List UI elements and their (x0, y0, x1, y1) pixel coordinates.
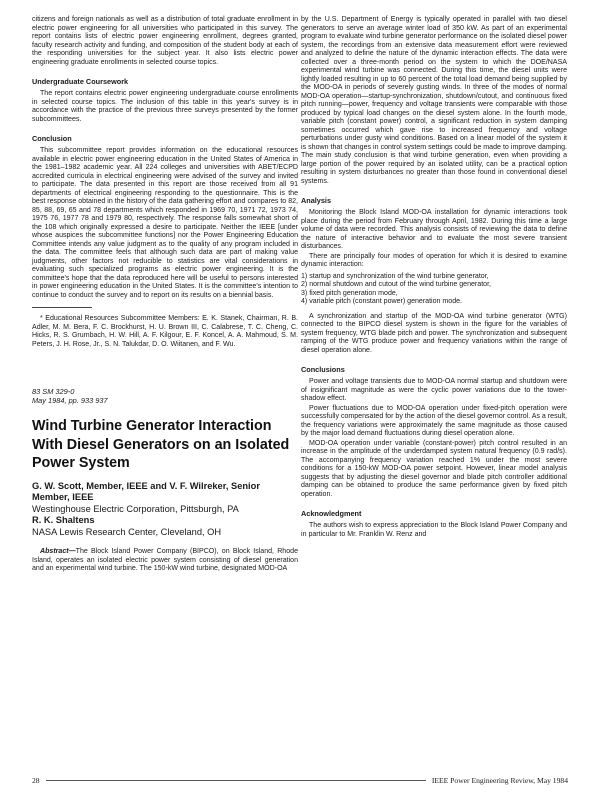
page-number: 28 (32, 776, 40, 785)
footnote: * Educational Resources Subcommittee Members: E. K. Stanek, Chairman, R. B. Adler, M. M. Bera, F. C. Brockhurst, H. U. Brown III, C. Calabrese, T. C. Cheng, C. Hicks, R. S. Grumbach, H. W. Hill, A. F. Kilgour, E. F. Koncel, A. A. Mahmoud, S. M. Peters, J. H. Rose, Jr., S. N. Talukdar, D. O. Wiitanen, and F. Wu. (32, 315, 298, 348)
left-column (32, 16, 298, 575)
right-column (301, 16, 567, 540)
footnote-divider (32, 307, 92, 308)
paper-authors: G. W. Scott, Member, IEEE and V. F. Wilreker, Senior Member, IEEE (32, 480, 260, 503)
analysis-paragraph-2: There are principally four modes of operation for which it is desired to examine dynamic interaction: (301, 252, 567, 268)
paper-id: 83 SM 329-0 (32, 387, 75, 397)
affiliation-2: NASA Lewis Research Center, Cleveland, OH (32, 526, 222, 537)
abstract-text: The Block Island Power Company (BIPCO), on Block Island, Rhode Island, operates an isolated electric power system consisting of diesel generation and an experimental wind turbine. The 150-kW wind turbine, designated MOD-OA (32, 548, 298, 573)
abstract-continued: by the U.S. Department of Energy is typically operated in parallel with two diesel generators to serve an average winter load of 350 kW. As part of an experimental program to evaluate wind turbine generator performance on the isolated diesel power system, the recordings from an extensive data measurement effort were reviewed and analyzed to define the nature of the dynamic interaction effects. The data were collected over a three-month period on the system to which the DOE/NASA experimental wind turbine was connected. During this time, the diesel units were lightly loaded resulting in up to 60 percent of the total load demand being supplied by the MOD-OA in periods of severely gusting winds. In three of the modes of normal MOD-OA operation—startup-synchronization, shutdown/cutout, and continuous fixed pitch running—power, frequency and voltage transients were comparable with those produced by typical load changes on the diesel system alone. In the fourth mode, variable pitch (constant power) control, a significant reduction in system damping sometimes occurred which gave rise to increased frequency and voltage perturbations under gusty wind conditions. Based on a linear model of the system it is shown that changes in control system settings could be made to improve damping. The main study conclusion is that wind turbine generation, even when providing a large portion of the power required by an isolated utility, can be a practical option resulting in system disturbances no greater than those found in conventional diesel systems. (301, 16, 567, 185)
acknowledgment-paragraph: The authors wish to express appreciation to the Block Island Power Company and in particular to Mr. Franklin W. Renz and (301, 522, 567, 538)
paper-reference: May 1984, pp. 933 937 (32, 396, 108, 406)
conclusion-heading: Conclusion (32, 134, 72, 143)
abstract (32, 548, 298, 574)
affiliation-1: Westinghouse Electric Corporation, Pittsburgh, PA (32, 503, 239, 514)
journal-name: IEEE Power Engineering Review, May 1984 (431, 776, 568, 785)
analysis-heading: Analysis (301, 196, 332, 205)
footer-rule (46, 780, 426, 781)
analysis-paragraph-1: Monitoring the Block Island MOD-OA installation for dynamic interactions took place during the period from February through April, 1982. During this time a large volume of data were recorded. This analysis consists of reviewing the data to define the nature of interactive behavior and to evaluate the most severe transient disturbances. (301, 209, 567, 250)
conclusions-paragraph-3: MOD-OA operation under variable (constant-power) pitch control resulted in an increase in the amplitude of the underdamped system natural frequency (0.9 rad/s). The accompanying frequency variation reached 1% under the most severe conditions for a 150-kW MOD-OA power setpoint. However, linear model analysis suggests that by adjusting the diesel governor and blade pitch controller additional damping can be obtained to produce the same performance given by fixed pitch operation. (301, 439, 567, 498)
list-item: 3) fixed pitch generation mode, (301, 289, 398, 297)
acknowledgment-heading: Acknowledgment (301, 509, 362, 518)
intro-paragraph: citizens and foreign nationals as well as a distribution of total graduate enrollment in electric power engineering for all universities who participated in this survey. The report contains lists of electric power engineering enrollment, degrees granted, faculty research activity and funding, and composition of the student body at each of the responding universities for the subject year. It also lists electric power engineering graduate enrollments in selected course topics. (32, 16, 298, 66)
list-item: 4) variable pitch (constant power) generation mode. (301, 298, 462, 305)
paper-title: Wind Turbine Generator Interaction With Diesel Generators on an Isolated Power System (32, 418, 290, 472)
undergrad-heading: Undergraduate Coursework (32, 77, 129, 86)
abstract-label: Abstract— (40, 548, 76, 556)
list-item: 1) startup and synchronization of the wind turbine generator, (301, 272, 489, 280)
modes-list (301, 273, 567, 307)
conclusions-paragraph-1: Power and voltage transients due to MOD-OA normal startup and shutdown were of insignificant magnitude as were the cyclic power variations due to the tower-shadow effect. (301, 378, 567, 402)
undergrad-paragraph: The report contains electric power engineering undergraduate course enrollments in selected course topics. The inclusion of this table in this year's survey is in accordance with the practice of the previous three surveys presented by the former subcommittees. (32, 90, 298, 123)
analysis-paragraph-3: A synchronization and startup of the MOD-OA wind turbine generator (WTG) connected to the BIPCO diesel system is shown in the figure for the variables of system frequency, WTG blade pitch and power. The synchronization and subsequent ramping of the WTG produce power and frequency variations within the range of diesel operation alone. (301, 312, 567, 354)
author-3: R. K. Shaltens (32, 515, 95, 526)
conclusions-heading: Conclusions (301, 365, 345, 374)
list-item: 2) normal shutdown and cutout of the wind turbine generator, (301, 281, 491, 288)
conclusion-paragraph: This subcommittee report provides information on the educational resources available in electric power engineering education in the United States of America in the 1981–1982 academic year. All 224 colleges and universities with ABET/ECPD accredited curricula in electrical engineering were advised of the survey and invited to participate. The data presented in this report are those received from all 91 departments of electrical engineering responding to the questionnaire. This is the best response obtained in the history of the data gathering effort and compares to 82, 85, 88, 69, 65 and 78 departments which responded in 1969 70, 1971 72, 1973 74, 1975 76, 1977 78 and 1979 80, respectively. The response falls somewhat short of the 108 which originally expressed a desire to participate. Neither the IEEE [under whose auspices the subcommittee functions] nor the Power Engineering Education Committee intends any value judgment as to the quality of any program included in the data. The committee feels that although such data are part of making value judgments, other factors not reducible to statistics are vital considerations in evaluating such specialized programs as electric power engineering. It is the committee's hope that the data reproduced here will be useful to persons interested in power engineering education in the United States. It is the committee's intention to continue to conduct the survey and to report on its results on a biennial basis. (32, 147, 298, 299)
conclusions-paragraph-2: Power fluctuations due to MOD-OA operation under fixed-pitch operation were successfully compensated for by the action of the diesel governor control. As a result, the frequency variations were approximately the same magnitude as those caused by the major load demand fluctuations during diesel operation alone. (301, 404, 567, 437)
page-footer (32, 776, 568, 785)
